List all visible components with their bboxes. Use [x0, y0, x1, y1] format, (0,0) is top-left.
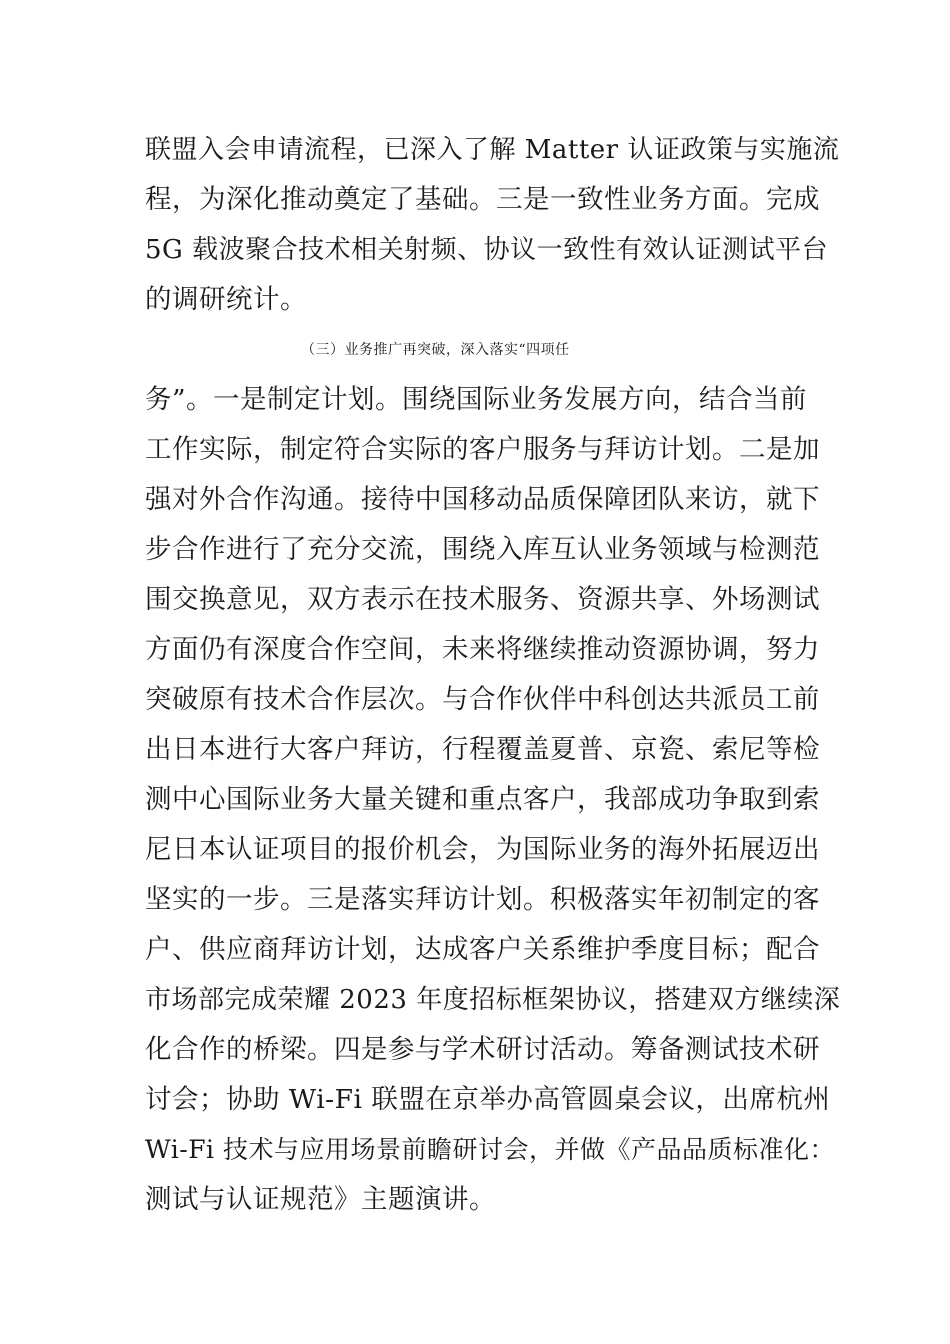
text-line: 联盟入会申请流程，已深入了解 Matter 认证政策与实施流	[145, 135, 840, 165]
text-line: 测试与认证规范》主题演讲。	[145, 1184, 496, 1215]
text-line: 户、供应商拜访计划，达成客户关系维护季度目标；配合	[145, 934, 820, 965]
text-line: Wi-Fi 技术与应用场景前瞻研讨会，并做《产品品质标准化：	[145, 1135, 835, 1164]
text-line: 突破原有技术合作层次。与合作伙伴中科创达共派员工前	[145, 684, 820, 715]
text-line: 5G 载波聚合技术相关射频、协议一致性有效认证测试平台	[145, 235, 829, 265]
section-heading: （三）业务推广再突破，深入落实“四项任	[301, 342, 570, 358]
text-line: 测中心国际业务大量关键和重点客户，我部成功争取到索	[145, 784, 820, 815]
text-line: 工作实际，制定符合实际的客户服务与拜访计划。二是加	[145, 434, 820, 465]
text-line: 尼日本认证项目的报价机会，为国际业务的海外拓展迈出	[145, 834, 820, 865]
text-line: 方面仍有深度合作空间，未来将继续推动资源协调，努力	[145, 634, 820, 665]
text-line: 步合作进行了充分交流，围绕入库互认业务领域与检测范	[145, 534, 820, 565]
text-line: 围交换意见，双方表示在技术服务、资源共享、外场测试	[145, 584, 820, 615]
text-line: 务”。一是制定计划。围绕国际业务发展方向，结合当前	[145, 384, 808, 415]
text-line: 强对外合作沟通。接待中国移动品质保障团队来访，就下	[145, 484, 820, 515]
text-line: 讨会；协助 Wi-Fi 联盟在京举办高管圆桌会议，出席杭州	[145, 1084, 831, 1115]
text-line: 程，为深化推动奠定了基础。三是一致性业务方面。完成	[145, 184, 820, 215]
text-line: 市场部完成荣耀 2023 年度招标框架协议，搭建双方继续深	[145, 985, 841, 1015]
text-line: 出日本进行大客户拜访，行程覆盖夏普、京瓷、索尼等检	[145, 734, 820, 765]
text-line: 的调研统计。	[145, 284, 307, 315]
text-line: 坚实的一步。三是落实拜访计划。积极落实年初制定的客	[145, 884, 820, 915]
text-line: 化合作的桥梁。四是参与学术研讨活动。筹备测试技术研	[145, 1034, 820, 1065]
